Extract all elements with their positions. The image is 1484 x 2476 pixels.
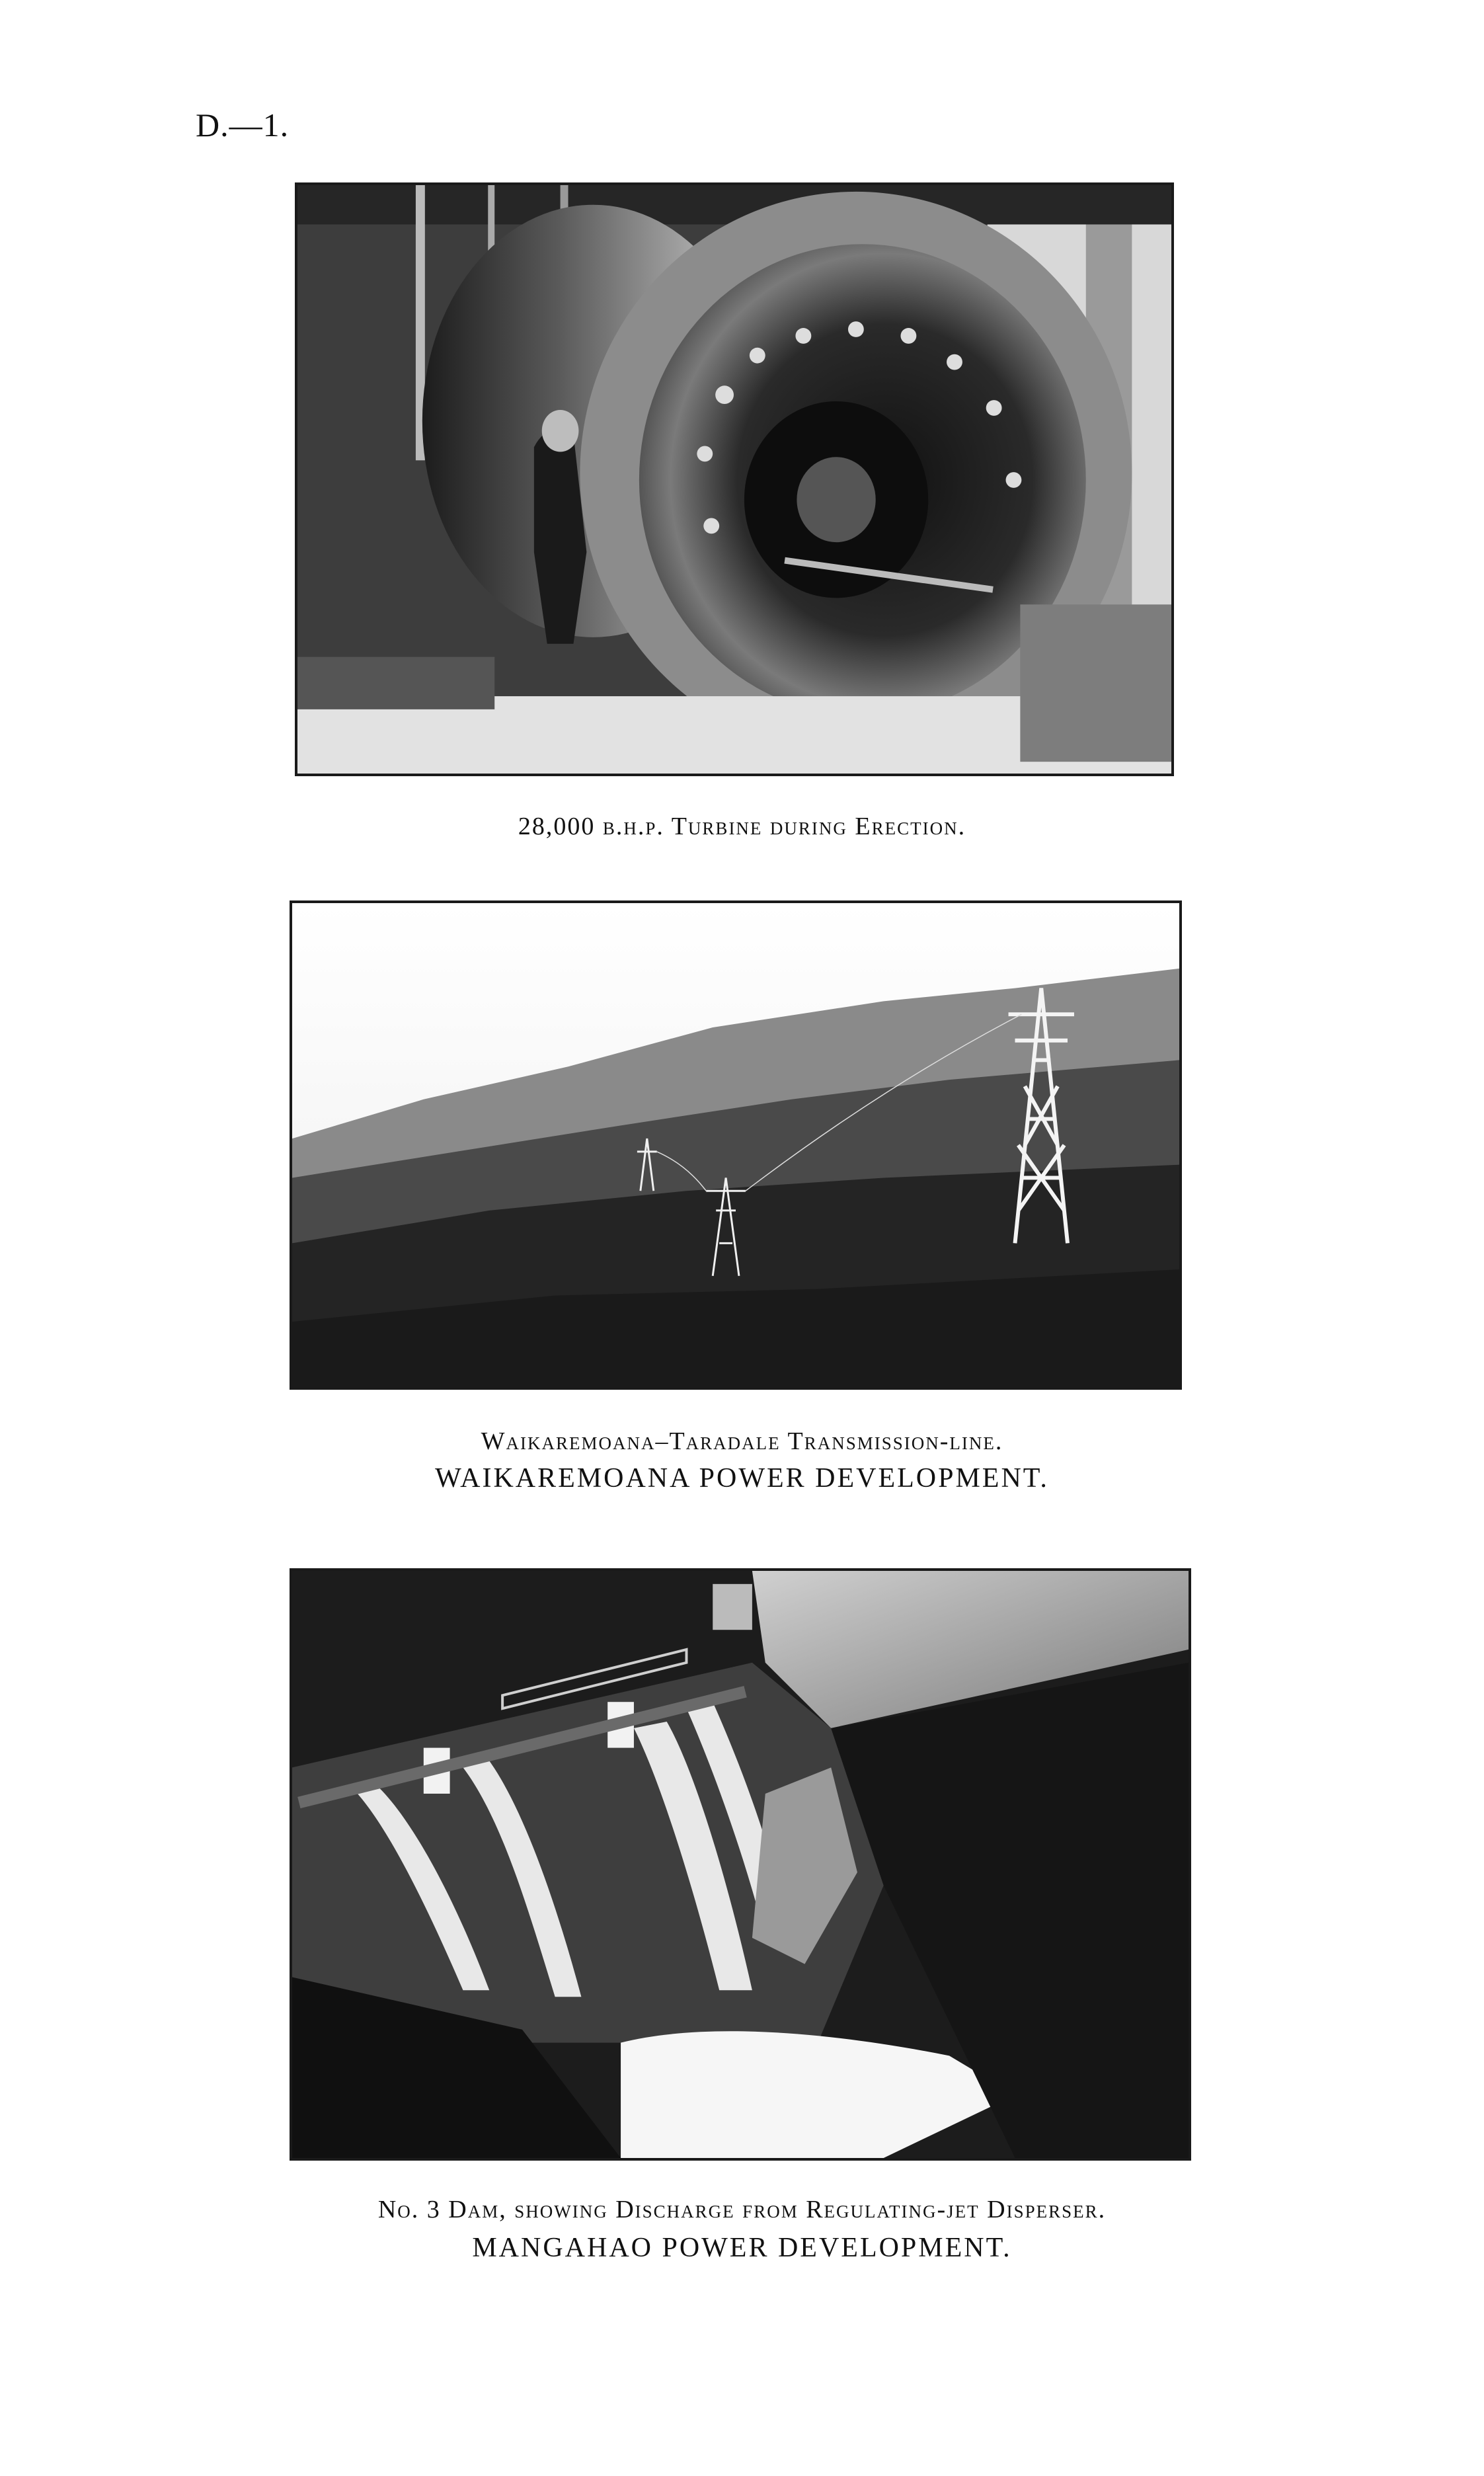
dam-illustration [292, 1571, 1189, 2158]
mangahao-section-title: MANGAHAO POWER DEVELOPMENT. [472, 2233, 1012, 2263]
page-label: D.—1. [196, 106, 290, 143]
dam-photo [290, 1568, 1191, 2161]
transmission-line-caption: Waikaremoana–Taradale Transmission-line. [481, 1427, 1003, 1455]
turbine-photo [295, 182, 1174, 776]
dam-caption: No. 3 Dam, showing Discharge from Regulating-jet Disperser. [377, 2196, 1107, 2223]
turbine-caption: 28,000 b.h.p. Turbine during Erection. [518, 813, 966, 840]
turbine-illustration [297, 185, 1171, 774]
transmission-line-illustration [292, 903, 1179, 1387]
waikaremoana-section-title: WAIKAREMOANA POWER DEVELOPMENT. [435, 1463, 1049, 1494]
transmission-line-photo [290, 900, 1182, 1390]
